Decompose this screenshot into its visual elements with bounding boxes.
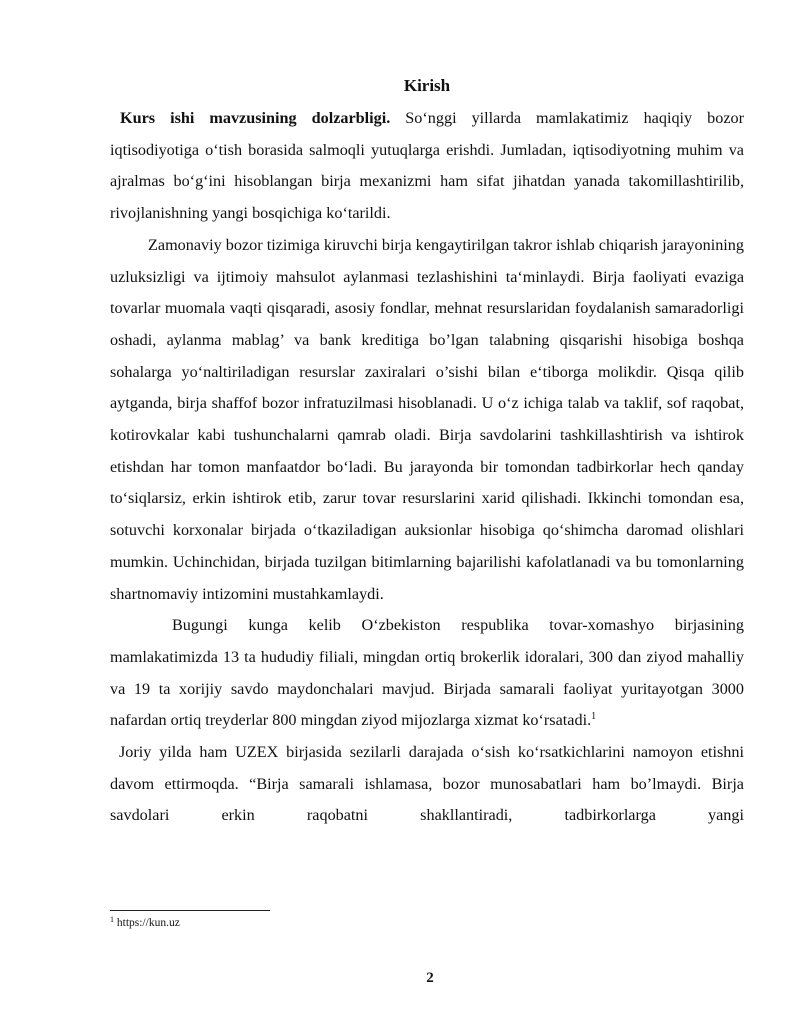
footnote <box>110 916 510 930</box>
footnote-divider <box>110 910 270 911</box>
paragraph-current-year <box>110 737 744 832</box>
paragraph-modern-market <box>110 230 744 610</box>
footnote-link[interactable]: https://kun.uz <box>114 917 180 929</box>
paragraph-uzex-stats <box>110 610 744 737</box>
section-title: Kirish <box>403 76 451 95</box>
footnote-reference[interactable]: 1 <box>591 711 597 723</box>
footnote-marker: 1 <box>110 915 114 924</box>
paragraph-relevance <box>110 103 744 230</box>
paragraph-text: Joriy yilda ham UZEX birjasida sezilarli darajada o‘sish ko‘rsatkichlarini namoyon etishni davom ettirmoqda. “Birja samarali ishlamasa, bozor munosabatlari ham bo’lmaydi. Birja savdolari erkin raqobatni shakllantiradi, tadbirkorlarga yangi <box>110 743 744 825</box>
page-number: 2 <box>426 970 434 986</box>
paragraph-text: Zamonaviy bozor tizimiga kiruvchi birja kengaytirilgan takror ishlab chiqarish jarayonining uzluksizligi va ijtimoiy mahsulot aylanmasi tezlashishini ta‘minlaydi. Birja faoliyati evaziga tovarlar muomala vaqti qisqaradi, asosiy fondlar, mehnat resurslaridan foydalanish samaradorligi oshadi, aylanma mablag’ va bank kreditiga bo’lgan talabning qisqarishi hisobiga boshqa sohalarga yo‘naltiriladigan resurslar zaxiralari o’sishi bilan e‘tiborga molikdir. Qisqa qilib aytganda, birja shaffof bozor infratuzilmasi hisoblanadi. U o‘z ichiga talab va taklif, sof raqobat, kotirovkalar kabi tushunchalarni qamrab oladi. Birja savdolarini tashkillashtirish va ishtirok etishdan har tomon manfaatdor bo‘ladi. Bu jarayonda bir tomondan tadbirkorlar hech qanday to‘siqlarsiz, erkin ishtirok etib, zarur tovar resurslarini xarid qilishadi. Ikkinchi tomondan esa, sotuvchi korxonalar birjada o‘tkaziladigan auksionlar hisobiga qo‘shimcha daromad olishlari mumkin. Uchinchidan, birjada tuzilgan bitimlarning bajarilishi kafolatlanadi va bu tomonlarning shartnomaviy intizomini mustahkamlaydi. <box>110 235 744 603</box>
document-body <box>110 103 744 832</box>
paragraph-text: So‘nggi yillarda mamlakatimiz haqiqiy bozor iqtisodiyotiga o‘tish borasida salmoqli yutuqlarga erishdi. Jumladan, iqtisodiyotning muhim va ajralmas bo‘g‘ini hisoblangan birja mexanizmi ham sifat jihatdan yanada takomillashtirilib, rivojlanishning yangi bosqichiga ko‘tarildi. <box>110 109 744 223</box>
paragraph-text: Bugungi kunga kelib O‘zbekiston respublika tovar-xomashyo birjasining mamlakatimizda 13 ta hududiy filiali, mingdan ortiq brokerlik idoralari, 300 dan ziyod mahalliy va 19 ta xorijiy savdo maydonchalari mavjud. Birjada samarali faoliyat yuritayotgan 3000 nafardan ortiq treyderlar 800 mingdan ziyod mijozlarga xizmat ko‘rsatadi. <box>110 616 744 730</box>
paragraph-lead: Kurs ishi mavzusining dolzarbligi. <box>120 109 391 127</box>
